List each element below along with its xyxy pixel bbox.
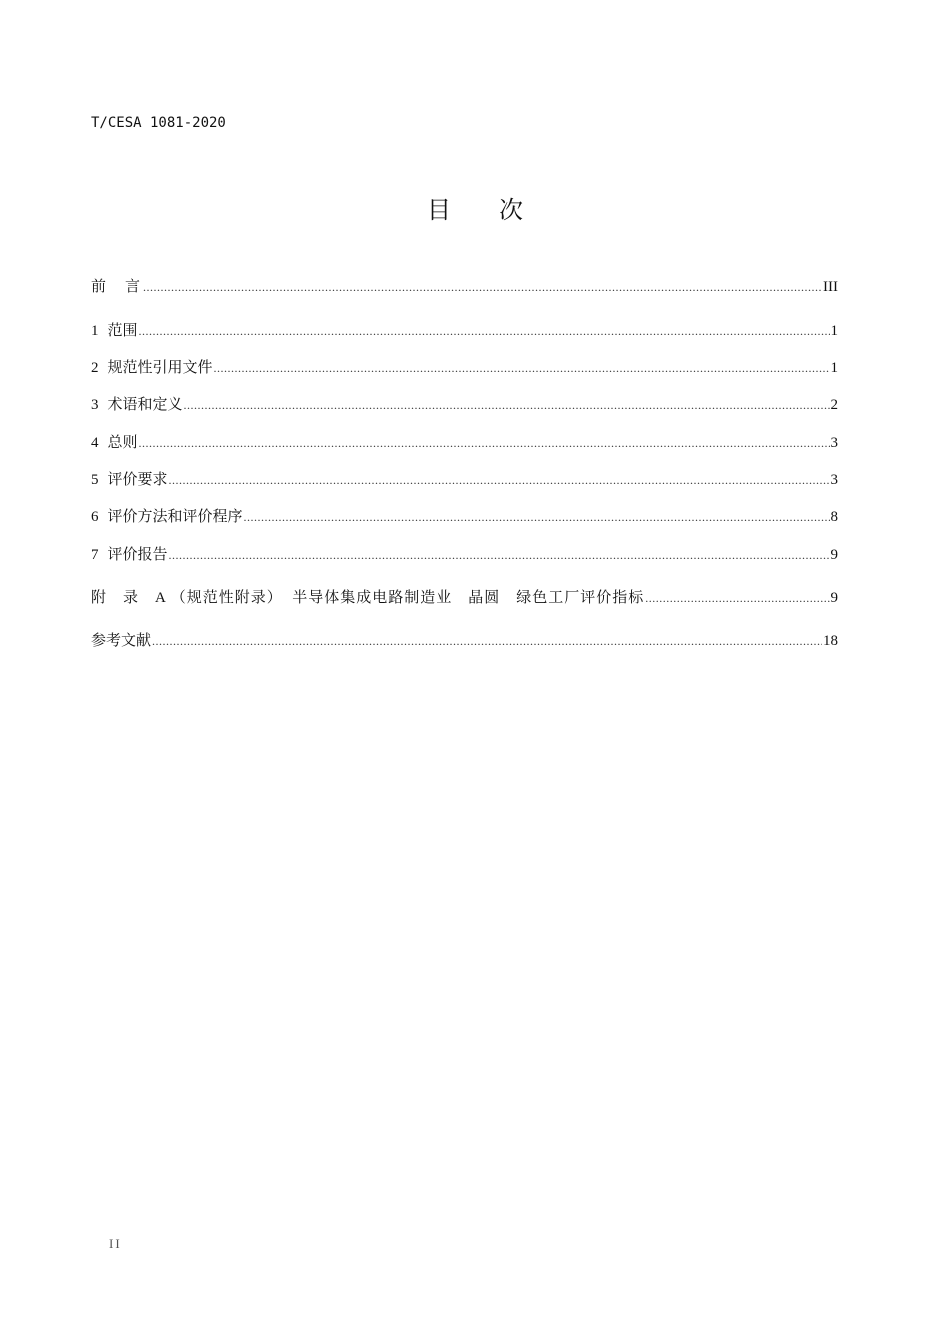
- toc-entry-page: 3: [830, 435, 838, 451]
- toc-entry-page: 2: [830, 397, 838, 413]
- toc-entry-label: 规范性引用文件: [107, 360, 213, 376]
- toc-entry-page: 3: [830, 472, 838, 488]
- toc-entry-bibliography[interactable]: [91, 631, 838, 651]
- toc-entry-evaluation-methods[interactable]: [91, 507, 838, 527]
- toc-title-char-2: 次: [499, 196, 523, 224]
- toc-entry-page: 9: [830, 590, 838, 606]
- toc-entry-terms-definitions[interactable]: [91, 395, 838, 415]
- toc-entry-number: 1: [91, 323, 99, 339]
- toc-entry-label: 评价报告: [107, 547, 168, 563]
- toc-entry-label: 附 录 A （规范性附录） 半导体集成电路制造业 晶圆 绿色工厂评价指标: [91, 590, 645, 606]
- toc-entry-label: 术语和定义: [107, 397, 183, 413]
- toc-entry-page: 9: [830, 547, 838, 563]
- toc-entry-number: 6: [91, 509, 99, 525]
- toc-entry-general[interactable]: [91, 433, 838, 453]
- toc-entry-evaluation-report[interactable]: [91, 545, 838, 565]
- toc-entry-page: 8: [830, 509, 838, 525]
- toc-entry-page: 1: [830, 360, 838, 376]
- toc-leader-dots: [152, 631, 822, 651]
- toc-entry-number: 2: [91, 360, 99, 376]
- toc-entry-evaluation-requirements[interactable]: [91, 470, 838, 490]
- toc-leader-dots: [139, 321, 830, 341]
- toc-title-char-1: 目: [427, 196, 451, 224]
- toc-leader-dots: [143, 277, 822, 297]
- toc-leader-dots: [169, 545, 830, 565]
- toc-leader-dots: [214, 358, 830, 378]
- page-number: II: [109, 1236, 122, 1251]
- toc-entry-label: 前 言: [91, 279, 143, 295]
- toc-entry-label: 总则: [107, 435, 138, 451]
- toc-entry-number: 7: [91, 547, 99, 563]
- toc-leader-dots: [244, 507, 830, 527]
- document-id: T/CESA 1081-2020: [91, 115, 226, 131]
- toc-entry-number: 4: [91, 435, 99, 451]
- toc-entry-foreword[interactable]: [91, 277, 838, 297]
- toc-title: [0, 190, 950, 225]
- toc-entry-appendix-a[interactable]: [91, 588, 838, 608]
- toc-entry-number: 5: [91, 472, 99, 488]
- toc-entry-number: 3: [91, 397, 99, 413]
- toc-leader-dots: [139, 433, 830, 453]
- toc-entry-label: 评价方法和评价程序: [107, 509, 243, 525]
- toc-entry-page: 18: [823, 633, 838, 649]
- toc-entry-label: 参考文献: [91, 633, 152, 649]
- toc-entry-page: III: [823, 279, 838, 295]
- toc-entry-label: 评价要求: [107, 472, 168, 488]
- toc-entry-scope[interactable]: [91, 321, 838, 341]
- toc-entry-label: 范围: [107, 323, 138, 339]
- toc-leader-dots: [645, 588, 829, 608]
- toc-entry-page: 1: [830, 323, 838, 339]
- toc-leader-dots: [169, 470, 830, 490]
- toc-entry-normative-references[interactable]: [91, 358, 838, 378]
- toc-leader-dots: [184, 395, 830, 415]
